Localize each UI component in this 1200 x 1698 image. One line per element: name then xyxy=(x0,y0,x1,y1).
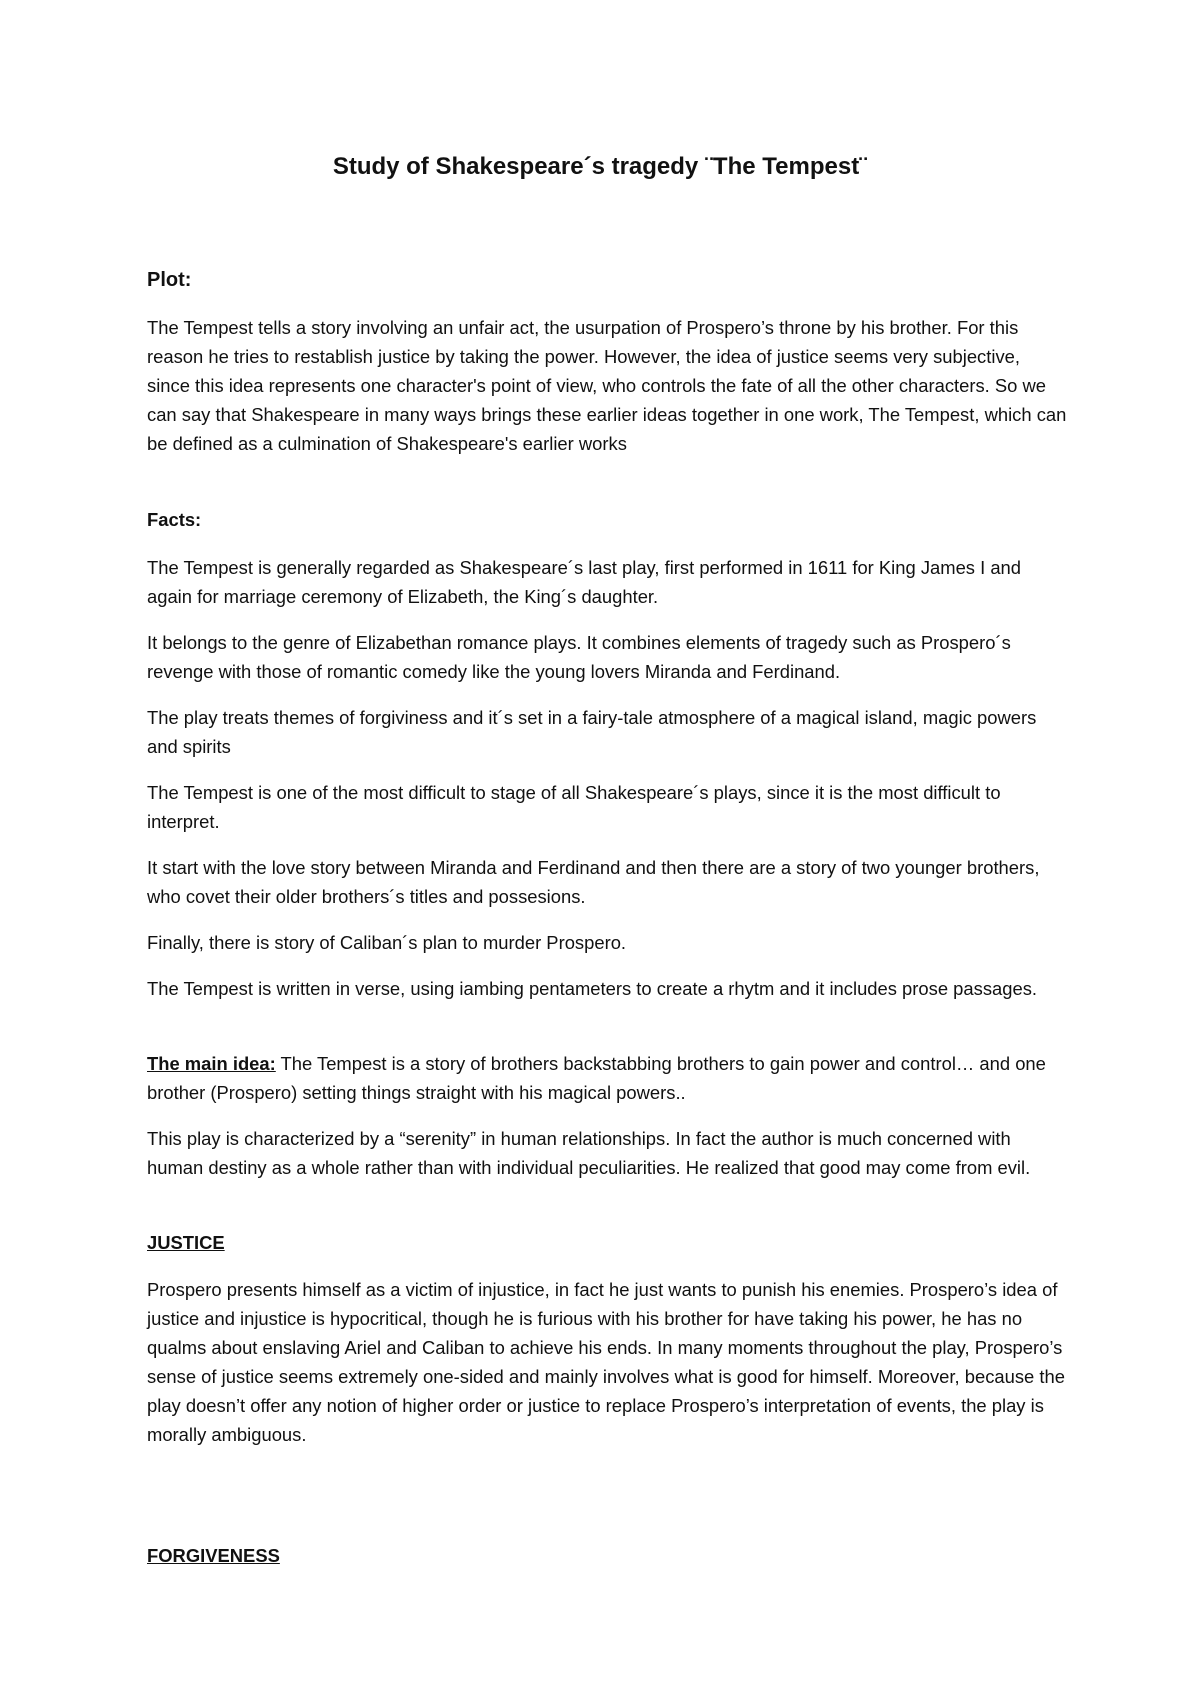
facts-paragraph-7: The Tempest is written in verse, using iambing pentameters to create a rhytm and it includes prose passages. xyxy=(147,978,1038,999)
main-idea-text: The Tempest is a story of brothers backstabbing brothers to gain power and control… and one brother (Prospero) setting things straight with his magical powers.. xyxy=(147,1053,1046,1103)
facts-heading: Facts: xyxy=(147,509,202,530)
forgiveness-heading: FORGIVENESS xyxy=(147,1545,280,1566)
main-idea-label: The main idea: xyxy=(147,1053,276,1074)
facts-paragraph-2: It belongs to the genre of Elizabethan romance plays. It combines elements of tragedy such as Prospero´s revenge with those of romantic comedy like the young lovers Miranda and Ferdinand. xyxy=(147,632,1011,682)
facts-paragraph-6: Finally, there is story of Caliban´s plan to murder Prospero. xyxy=(147,932,627,953)
justice-paragraph: Prospero presents himself as a victim of injustice, in fact he just wants to punish his enemies. Prospero’s idea of justice and injustice is hypocritical, though he is furious with his brother for have taking his power, he has no qualms about enslaving Ariel and Caliban to achieve his ends. In many moments throughout the play, Prospero’s sense of justice seems extremely one-sided and mainly involves what is good for himself. Moreover, because the play doesn’t offer any notion of higher order or justice to replace Prospero’s interpretation of events, the play is morally ambiguous. xyxy=(147,1279,1065,1445)
facts-paragraph-1: The Tempest is generally regarded as Shakespeare´s last play, first performed in 1611 for King James I and again for marriage ceremony of Elizabeth, the King´s daughter. xyxy=(147,557,1022,607)
serenity-paragraph: This play is characterized by a “serenity” in human relationships. In fact the author is much concerned with human destiny as a whole rather than with individual peculiarities. He realized that good may come from evil. xyxy=(147,1128,1031,1178)
facts-paragraph-5: It start with the love story between Miranda and Ferdinand and then there are a story of two younger brothers, who covet their older brothers´s titles and possesions. xyxy=(147,857,1040,907)
plot-heading: Plot: xyxy=(147,269,192,291)
justice-heading: JUSTICE xyxy=(147,1232,225,1253)
plot-paragraph: The Tempest tells a story involving an unfair act, the usurpation of Prospero’s throne by his brother. For this reason he tries to restablish justice by taking the power. However, the idea of justice seems very subjective, since this idea represents one character's point of view, who controls the fate of all the other characters. So we can say that Shakespeare in many ways brings these earlier ideas together in one work, The Tempest, which can be defined as a culmination of Shakespeare's earlier works xyxy=(147,317,1067,454)
facts-paragraph-4: The Tempest is one of the most difficult to stage of all Shakespeare´s plays, since it is the most difficult to interpret. xyxy=(147,782,1001,832)
main-idea-paragraph xyxy=(147,1049,1067,1107)
facts-paragraph-3: The play treats themes of forgiviness and it´s set in a fairy-tale atmosphere of a magical island, magic powers and spirits xyxy=(147,707,1037,757)
document-title: Study of Shakespeare´s tragedy ¨The Tempest¨ xyxy=(332,153,868,180)
